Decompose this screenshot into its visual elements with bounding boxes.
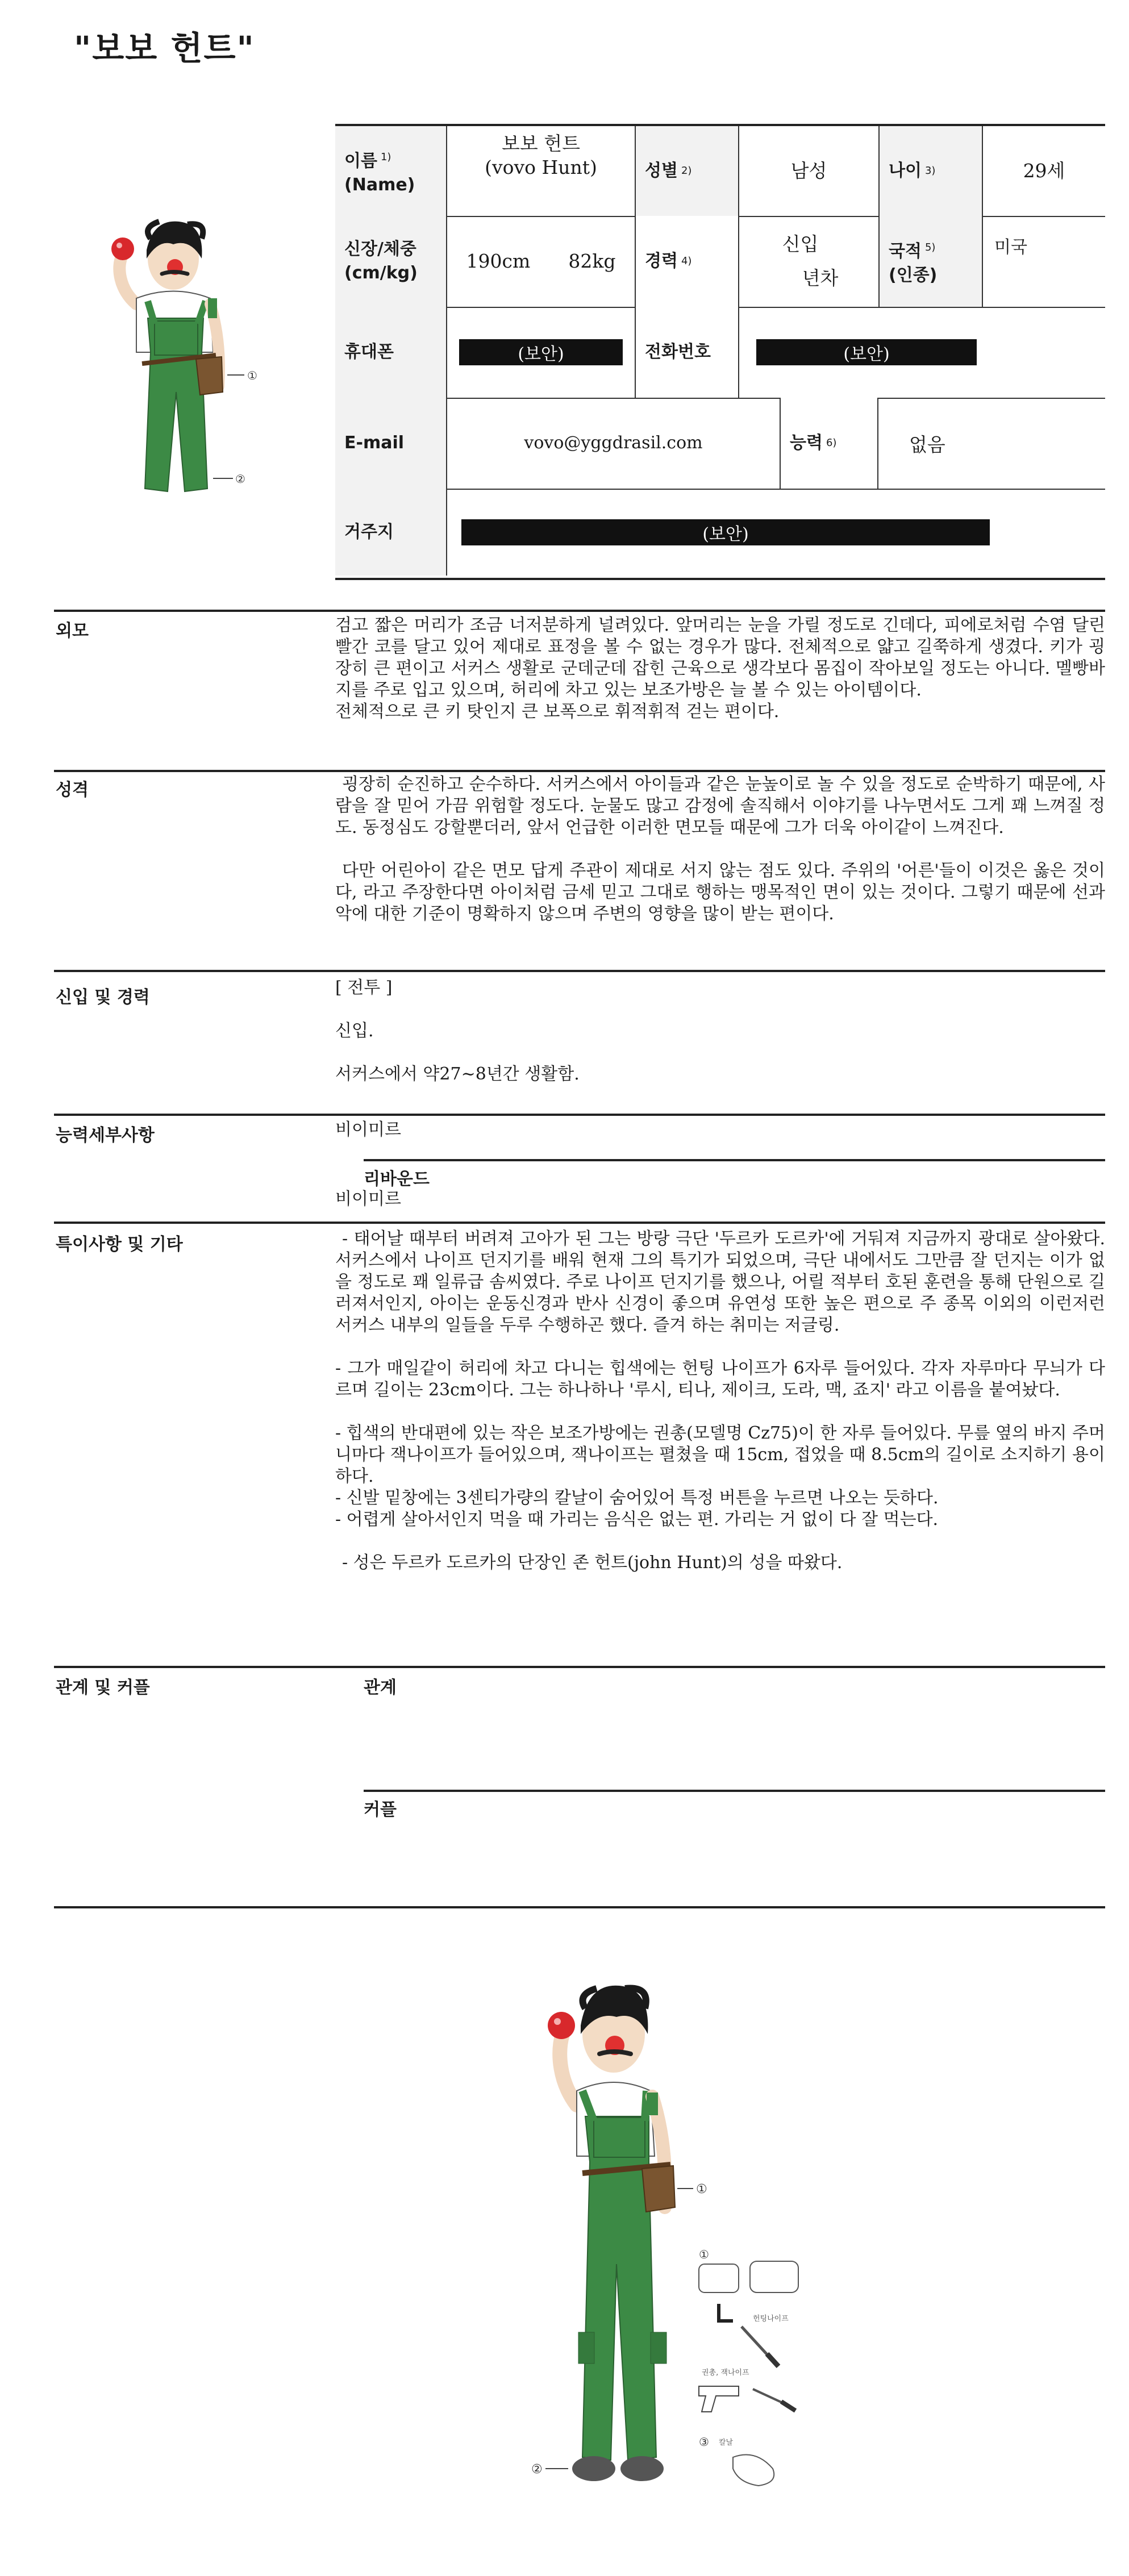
- section-label-ability: 능력세부사항: [56, 1126, 155, 1145]
- career-value-cell: [739, 216, 878, 307]
- gender-label-cell: [636, 126, 738, 216]
- bottom-marker-3: ③: [699, 2435, 709, 2449]
- mobile-label: 휴대폰: [335, 307, 446, 398]
- ability-note: 6): [826, 437, 837, 449]
- appearance-line-2: 전체적으로 큰 키 탓인지 큰 보폭으로 휘적휘적 걷는 편이다.: [335, 702, 780, 722]
- age-value: 29세: [1023, 160, 1065, 182]
- note-gun: 권총, 잭나이프: [702, 2369, 749, 2377]
- relations-sub-label: 관계: [364, 1678, 397, 1698]
- profile-row-body: [335, 216, 1105, 308]
- nation-value: 미국: [994, 237, 1027, 257]
- career-line-1: [ 전투 ]: [335, 978, 393, 998]
- career-line-3: 서커스에서 약27~8년간 생활함.: [335, 1064, 580, 1084]
- age-note: 3): [924, 165, 936, 177]
- section-text-appearance: [335, 615, 1105, 723]
- phone-value: (보안): [756, 339, 977, 365]
- gender-value: 남성: [790, 160, 827, 182]
- weight-value: 82kg: [568, 250, 616, 272]
- marker-2: ②: [235, 472, 245, 486]
- ability-line-2: 비이미르: [335, 1189, 401, 1209]
- body-label-cell: [335, 216, 446, 307]
- nation-label-cell: [880, 216, 982, 307]
- body-label: 신장/체중: [344, 239, 416, 259]
- section-text-personality: [335, 774, 1105, 925]
- name-label-en: (Name): [344, 174, 415, 195]
- character-fullbody-icon: [528, 1969, 824, 2503]
- personality-para-2: 다만 어린아이 같은 면모 답게 주관이 제대로 서지 않는 점도 있다. 주위의 '어른'들이 이것은 옳은 것이다, 라고 주장한다면 아이처럼 금세 믿고 그대로 행하는 맹목적인 면이 있는 것이다. 그렇기 때문에 선과 악에 대한 기준이 명확하지 않으며 주변의 영향을 많이 받는 편이다.: [335, 861, 1105, 924]
- body-label-en: (cm/kg): [344, 263, 418, 283]
- nation-label-2: (인종): [889, 265, 938, 285]
- career-label: 경력: [645, 251, 678, 271]
- profile-row-email: [335, 398, 1105, 490]
- name-value-ko: 보보 헌트: [501, 132, 580, 155]
- name-note: 1): [380, 151, 391, 163]
- ability-label: 능력: [790, 433, 823, 453]
- ability-label-cell: [781, 398, 877, 489]
- email-label: E-mail: [335, 398, 446, 489]
- name-label-cell: [335, 126, 446, 216]
- page-title: "보보 헌트": [74, 29, 255, 68]
- age-label: 나이: [889, 161, 922, 181]
- name-value-cell: [447, 126, 635, 216]
- bottom-marker-1: ①: [696, 2182, 707, 2196]
- nation-label: 국적: [889, 241, 922, 261]
- personality-para-1: 굉장히 순진하고 순수하다. 서커스에서 아이들과 같은 눈높이로 놀 수 있을 정도로 순박하기 때문에, 사람을 잘 믿어 가끔 위험할 정도다. 눈물도 많고 감정에 솔직해서 이야기를 나누면서도 그게 꽤 느껴질 정도. 동정심도 강할뿐더러, 앞서 언급한 이러한 면모들 때문에 그가 더욱 아이같이 느껴진다.: [335, 774, 1105, 837]
- height-value: 190cm: [466, 250, 531, 272]
- section-text-notes: [335, 1228, 1105, 1574]
- note-shoe: 칼날: [719, 2439, 734, 2447]
- ability-value: 없음: [909, 433, 945, 456]
- address-value-cell: [447, 489, 1105, 576]
- section-label-appearance: 외모: [56, 621, 89, 641]
- profile-row-phone: [335, 307, 1105, 399]
- appearance-line-1: 검고 짧은 머리가 조금 너저분하게 널려있다. 앞머리는 눈을 가릴 정도로 긴데다, 피에로처럼 수염 달린 빨간 코를 달고 있어 제대로 표정을 볼 수 없는 경우가 많다. 전체적으로 얇고 길쭉하게 생겼다. 키가 굉장히 큰 편이고 서커스 생활로 군데군데 잡힌 근육으로 생각보다 몸집이 작아보일 정도는 아니다. 멜빵바지를 주로 입고 있으며, 허리에 차고 있는 보조가방은 늘 볼 수 있는 아이템이다.: [335, 615, 1105, 700]
- address-label: 거주지: [335, 489, 446, 576]
- name-label: 이름: [344, 151, 377, 171]
- notes-para-2: - 그가 매일같이 허리에 차고 다니는 힙색에는 헌팅 나이프가 6자루 들어있다. 각자 자루마다 무늬가 다르며 길이는 23cm이다. 그는 하나하나 '루시, 티나, 제이크, 도라, 맥, 죠지' 라고 이름을 붙여놨다.: [335, 1358, 1105, 1400]
- couple-sub-label: 커플: [364, 1800, 397, 1820]
- profile-table: [335, 124, 1105, 580]
- notes-para-6: - 성은 두르카 도르카의 단장인 존 헌트(john Hunt)의 성을 따왔다.: [342, 1553, 843, 1573]
- ability-line-1: 비이미르: [335, 1120, 401, 1140]
- career-line-2: 신입.: [335, 1021, 374, 1041]
- marker-1: ①: [247, 369, 257, 382]
- section-label-career: 신입 및 경력: [56, 987, 150, 1007]
- career-value-1: 신입: [782, 233, 819, 255]
- mobile-value: (보안): [459, 339, 623, 365]
- section-label-personality: 성격: [56, 780, 89, 800]
- nation-note: 5): [924, 241, 936, 253]
- mobile-value-cell: [447, 307, 635, 398]
- phone-label: 전화번호: [636, 307, 738, 398]
- ability-sub-label: 리바운드: [364, 1169, 430, 1189]
- profile-row-name: [335, 126, 1105, 217]
- address-value: (보안): [461, 519, 990, 545]
- body-value-cell: [447, 216, 635, 307]
- bottom-marker-1b: ①: [699, 2248, 709, 2261]
- age-label-cell: [880, 126, 982, 216]
- bottom-marker-2: ②: [531, 2462, 543, 2477]
- career-value-2: 년차: [802, 267, 839, 289]
- section-label-relations: 관계 및 커플: [56, 1678, 150, 1698]
- name-value-en: (vovo Hunt): [485, 156, 597, 178]
- career-note: 4): [681, 255, 692, 267]
- note-knife: 헌팅나이프: [753, 2315, 789, 2323]
- notes-para-1: - 태어날 때부터 버려져 고아가 된 그는 방랑 극단 '두르카 도르카'에 거둬져 지금까지 광대로 살아왔다. 서커스에서 나이프 던지기를 배워 현재 그의 특기가 되었으며, 극단 내에서도 그만큼 잘 던지는 이가 없을 정도로 꽤 일류급 솜씨였다. 주로 나이프 던지기를 했으나, 어릴 적부터 호된 훈련을 통해 단원으로 길러져서인지, 아이는 운동신경과 반사 신경이 좋으며 유연성 또한 높은 편으로 주 종목 이외의 이런저런 서커스 내부의 일들을 두루 수행하곤 했다. 즐겨 하는 취미는 저글링.: [335, 1229, 1105, 1335]
- section-label-notes: 특이사항 및 기타: [56, 1235, 183, 1254]
- profile-row-address: [335, 489, 1105, 576]
- notes-para-4: - 신발 밑창에는 3센티가량의 칼날이 숨어있어 특정 버튼을 누르면 나오는 듯하다.: [335, 1488, 939, 1508]
- notes-para-3: - 힙색의 반대편에 있는 작은 보조가방에는 권총(모델명 Cz75)이 한 자루 들어있다. 무릎 옆의 바지 주머니마다 잭나이프가 들어있으며, 잭나이프는 펼쳤을 때 15cm, 접었을 때 8.5cm의 길이로 소지하기 용이하다.: [335, 1423, 1105, 1486]
- notes-para-5: - 어렵게 살아서인지 먹을 때 가리는 음식은 없는 편. 가리는 거 없이 다 잘 먹는다.: [335, 1510, 939, 1529]
- email-value: vovo@yggdrasil.com: [524, 433, 703, 453]
- gender-note: 2): [681, 165, 692, 177]
- career-label-cell: [636, 216, 738, 307]
- gender-label: 성별: [645, 161, 678, 181]
- section-text-career: [335, 977, 1105, 1085]
- phone-value-cell: [739, 307, 1105, 398]
- character-portrait-icon: [74, 205, 295, 494]
